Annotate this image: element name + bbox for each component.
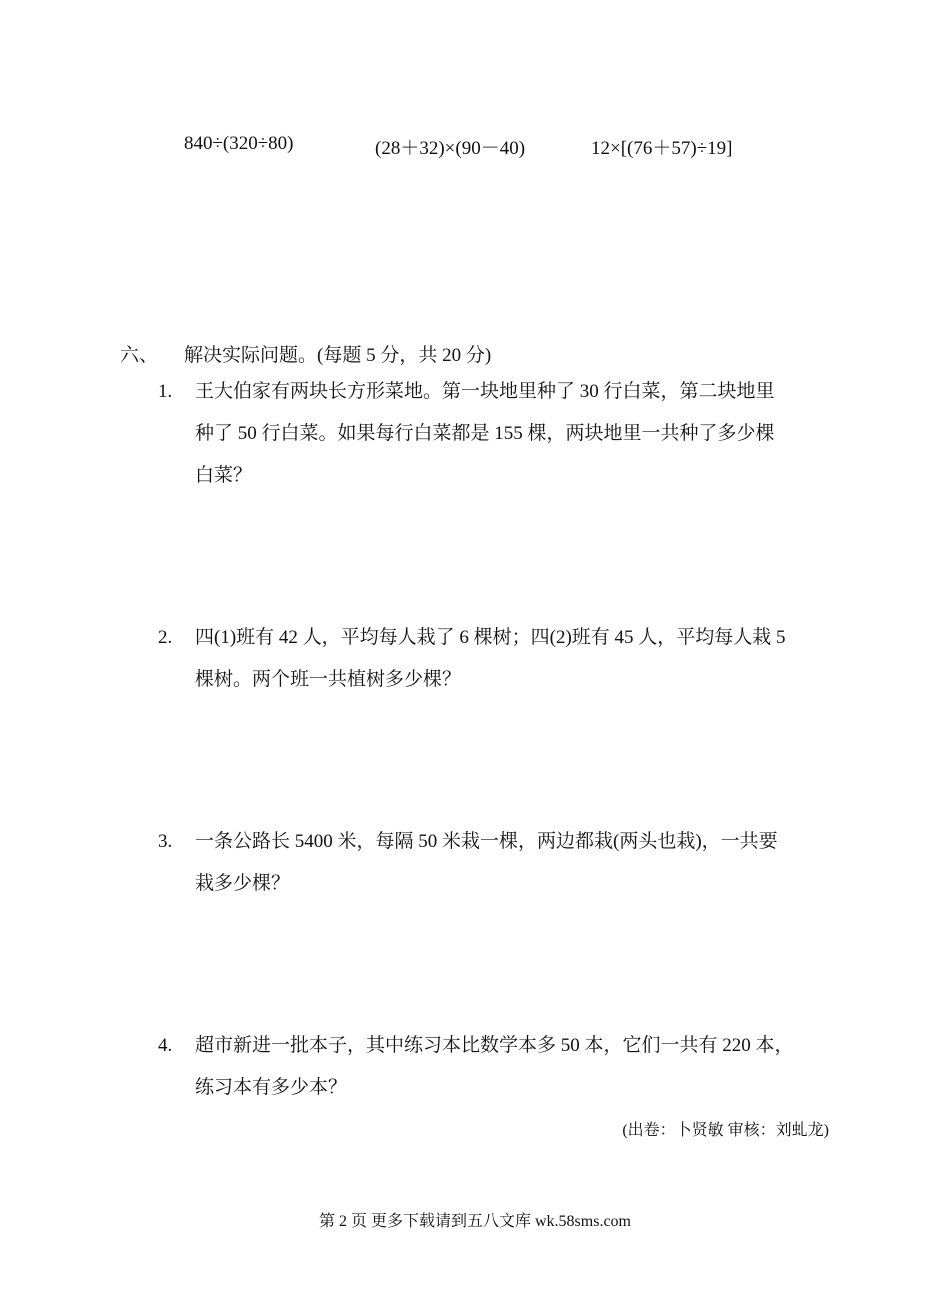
problem-line: 栽多少棵？ <box>195 873 291 894</box>
problem-line: 超市新进一批本子，其中练习本比数学本多 50 本，它们一共有 220 本， <box>195 1035 794 1056</box>
problem-text <box>195 821 835 905</box>
problem-text <box>195 617 835 701</box>
problem-number: 2. <box>158 627 173 648</box>
problem-number: 4. <box>158 1035 173 1056</box>
expression-2: (28＋32)×(90－40) <box>375 138 526 159</box>
problem-line: 练习本有多少本？ <box>195 1077 348 1098</box>
problem-line: 白菜？ <box>195 465 253 486</box>
section-number: 六、 <box>120 345 159 366</box>
problem-line: 一条公路长 5400 米，每隔 50 米栽一棵，两边都栽(两头也栽)，一共要 <box>195 831 778 852</box>
problem-text <box>195 1025 835 1109</box>
calculation-expressions <box>0 133 950 161</box>
problem-number: 1. <box>158 381 173 402</box>
page-footer: 第 2 页 更多下载请到五八文库 wk.58sms.com <box>318 1213 631 1230</box>
section-title: 解决实际问题。(每题 5 分，共 20 分) <box>184 345 492 366</box>
problem-number: 3. <box>158 831 173 852</box>
expression-3: 12×[(76＋57)÷19] <box>591 138 733 159</box>
problem-text <box>195 371 835 497</box>
problem-line: 四(1)班有 42 人，平均每人栽了 6 棵树；四(2)班有 45 人，平均每人栽 5 <box>195 627 786 648</box>
expression-1: 840÷(320÷80) <box>184 133 294 154</box>
problem-line: 棵树。两个班一共植树多少棵？ <box>195 669 462 690</box>
problem-line: 种了 50 行白菜。如果每行白菜都是 155 棵，两块地里一共种了多少棵 <box>195 423 775 444</box>
problem-line: 王大伯家有两块长方形菜地。第一块地里种了 30 行白菜，第二块地里 <box>195 381 775 402</box>
author-credits: (出卷：卜贤敏 审核：刘虬龙) <box>622 1122 829 1139</box>
section-heading <box>120 340 491 367</box>
